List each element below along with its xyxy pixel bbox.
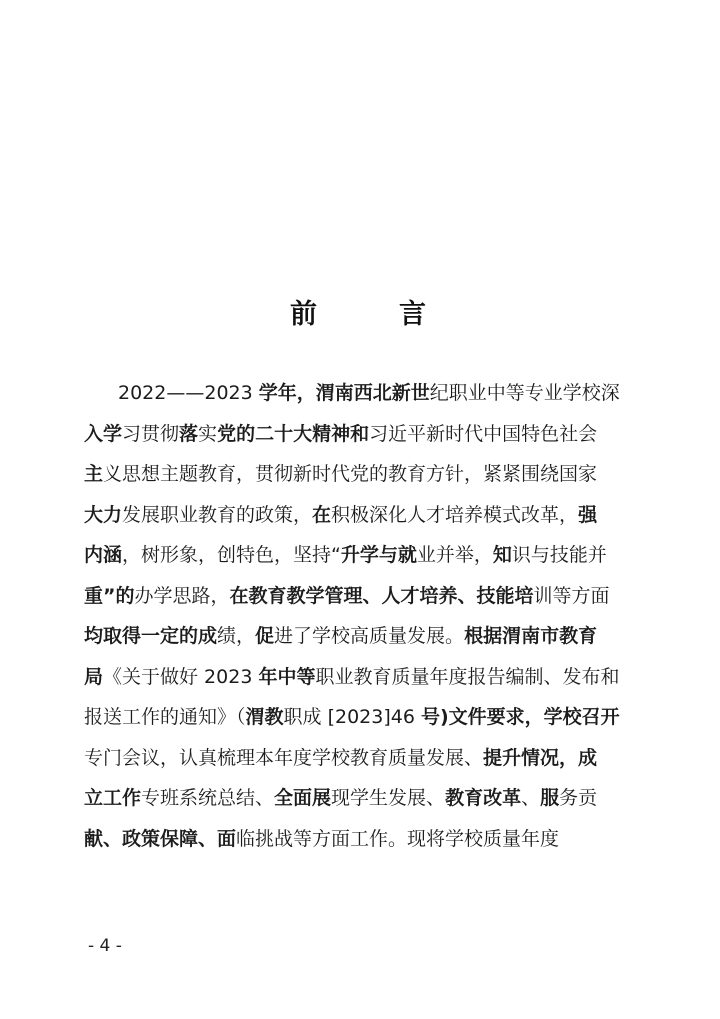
- text-segment: 积极深化人才培养模式改革，: [331, 504, 579, 526]
- bold-text-segment: 在教育教学管理、人才培养、技能培: [229, 585, 534, 607]
- bold-text-segment: 年中等: [258, 666, 316, 688]
- text-segment: 职成 [2023]46: [283, 706, 421, 728]
- paragraph-line: [84, 535, 607, 575]
- bold-text-segment: 主: [84, 463, 104, 485]
- text-segment: 专班系统总结、: [141, 787, 275, 809]
- bold-text-segment: 献、政策保障、面: [84, 828, 237, 850]
- bold-text-segment: 全面展: [274, 787, 332, 809]
- bold-text-segment: 学年，渭南西北新世: [258, 382, 430, 404]
- text-segment: 习贯彻: [122, 423, 180, 445]
- bold-text-segment: 提升情况，成: [483, 747, 598, 769]
- text-segment: 专门会议，认真梳理本年度学校教育质量发展、: [84, 747, 484, 769]
- paragraph-line: [84, 576, 610, 616]
- text-segment: 纪职业中等专业学校深: [429, 382, 620, 404]
- text-segment: 、: [521, 787, 541, 809]
- text-segment: 现学生发展、: [331, 787, 446, 809]
- bold-text-segment: 服: [540, 787, 560, 809]
- paragraph-line: [84, 616, 597, 656]
- paragraph-line: [118, 373, 620, 413]
- bold-text-segment: 号)文件要求，学校召开: [420, 706, 620, 728]
- text-segment: 实: [198, 423, 218, 445]
- text-segment: 临挑战等方面工作。现将学校质量年度: [236, 828, 560, 850]
- text-segment: 识与技能并: [511, 544, 607, 566]
- paragraph-line: [84, 697, 620, 737]
- text-segment: 2022——2023: [118, 382, 259, 404]
- page-number: - 4 -: [88, 936, 122, 956]
- bold-text-segment: 均取得一定的成: [84, 625, 218, 647]
- bold-text-segment: 大力: [84, 504, 123, 526]
- bold-text-segment: 党的二十大精神和: [217, 423, 370, 445]
- bold-text-segment: 教育改革: [445, 787, 522, 809]
- paragraph-line: [84, 657, 619, 697]
- text-segment: 发展职业教育的政策，: [122, 504, 313, 526]
- paragraph-line: [84, 738, 597, 778]
- paragraph-line: [84, 495, 597, 535]
- bold-text-segment: 内涵: [84, 544, 123, 566]
- text-segment: 训等方面: [533, 585, 610, 607]
- paragraph-line: [84, 454, 597, 494]
- bold-text-segment: 在: [312, 504, 332, 526]
- bold-text-segment: 知: [492, 544, 512, 566]
- text-segment: 绩，: [217, 625, 256, 647]
- bold-text-segment: 促: [255, 625, 275, 647]
- preface-heading-char-1: 前: [290, 299, 317, 330]
- text-segment: 习近平新时代中国特色社会: [369, 423, 598, 445]
- bold-text-segment: 强: [578, 504, 598, 526]
- text-segment: 务贡: [559, 787, 598, 809]
- bold-text-segment: 落: [179, 423, 199, 445]
- bold-text-segment: 入学: [84, 423, 123, 445]
- text-segment: 《关于做好 2023: [103, 666, 259, 688]
- text-segment: 报送工作的通知》（: [84, 706, 246, 728]
- bold-text-segment: 重”的: [84, 585, 135, 607]
- bold-text-segment: 升学与就: [340, 544, 417, 566]
- text-segment: 业并举，: [416, 544, 493, 566]
- text-segment: 职业教育质量年度报告编制、发布和: [315, 666, 620, 688]
- preface-heading: [0, 292, 720, 338]
- paragraph-line: [84, 778, 597, 818]
- preface-heading-char-2: 言: [399, 299, 426, 330]
- text-segment: 办学思路，: [134, 585, 230, 607]
- paragraph-line: [84, 414, 597, 454]
- text-segment: ，树形象，创特色，坚持“: [122, 544, 341, 566]
- text-segment: 进了学校高质量发展。: [274, 625, 465, 647]
- bold-text-segment: 局: [84, 666, 104, 688]
- text-segment: 义思想主题教育，贯彻新时代党的教育方针，紧紧围绕国家: [103, 463, 598, 485]
- bold-text-segment: 立工作: [84, 787, 142, 809]
- bold-text-segment: 根据渭南市教育: [464, 625, 598, 647]
- paragraph-line: [84, 819, 559, 859]
- bold-text-segment: 渭教: [245, 706, 284, 728]
